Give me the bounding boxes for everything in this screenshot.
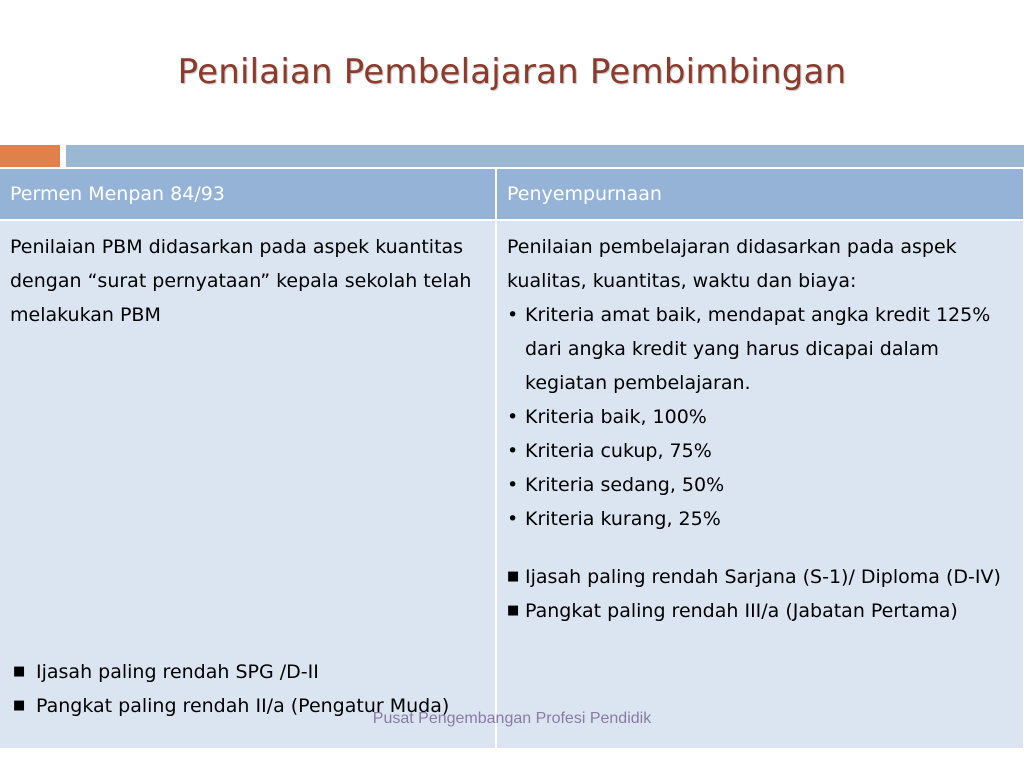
criteria-text: Kriteria amat baik, mendapat angka kredit 125% dari angka kredit yang harus dicapai dalam kegiatan pembelajaran. (525, 304, 991, 394)
list-item (10, 655, 485, 689)
square-bullet-icon: ■ (507, 569, 520, 584)
criteria-text: Kriteria kurang, 25% (525, 508, 721, 530)
square-bullet-icon: ■ (507, 603, 520, 618)
list-item (507, 560, 1013, 594)
list-item (507, 594, 1013, 628)
comparison-table (0, 169, 1024, 748)
criteria-text: Kriteria cukup, 75% (525, 440, 712, 462)
bullet-icon: • (507, 304, 519, 326)
bullet-icon: • (507, 440, 519, 462)
requirement-text: Pangkat paling rendah III/a (Jabatan Pertama) (525, 600, 958, 622)
list-item (507, 298, 1013, 400)
right-requirements-list (507, 560, 1013, 628)
column-header-penyempurnaan: Penyempurnaan (496, 169, 1024, 220)
column-header-permen: Permen Menpan 84/93 (0, 169, 496, 220)
slide-footer: Pusat Pengembangan Profesi Pendidik (372, 710, 652, 727)
table-header-row (0, 169, 1024, 220)
requirement-text: Pangkat paling rendah II/a (Pengatur Muda) (36, 695, 450, 717)
cell-permen (0, 220, 496, 748)
left-intro-text: Penilaian PBM didasarkan pada aspek kuantitas dengan “surat pernyataan” kepala sekolah telah melakukan PBM (10, 236, 472, 326)
bullet-icon: • (507, 508, 519, 530)
list-item (507, 502, 1013, 536)
list-item (507, 400, 1013, 434)
cell-penyempurnaan (496, 220, 1024, 748)
right-intro-text: Penilaian pembelajaran didasarkan pada aspek kualitas, kuantitas, waktu dan biaya: (507, 236, 957, 292)
bullet-icon: • (507, 406, 519, 428)
square-bullet-icon: ■ (13, 664, 26, 679)
requirement-text: Ijasah paling rendah Sarjana (S-1)/ Diploma (D-IV) (525, 566, 1001, 588)
accent-bar-orange (0, 145, 60, 167)
criteria-text: Kriteria baik, 100% (525, 406, 707, 428)
table-row (0, 220, 1024, 748)
list-item (507, 434, 1013, 468)
requirement-text: Ijasah paling rendah SPG /D-II (36, 661, 319, 683)
square-bullet-icon: ■ (13, 698, 26, 713)
list-item (507, 468, 1013, 502)
bullet-icon: • (507, 474, 519, 496)
accent-bar-blue (66, 145, 1024, 167)
criteria-list (507, 298, 1013, 536)
slide-title: Penilaian Pembelajaran Pembimbingan (177, 52, 847, 92)
list-spacer (507, 536, 1013, 560)
criteria-text: Kriteria sedang, 50% (525, 474, 725, 496)
